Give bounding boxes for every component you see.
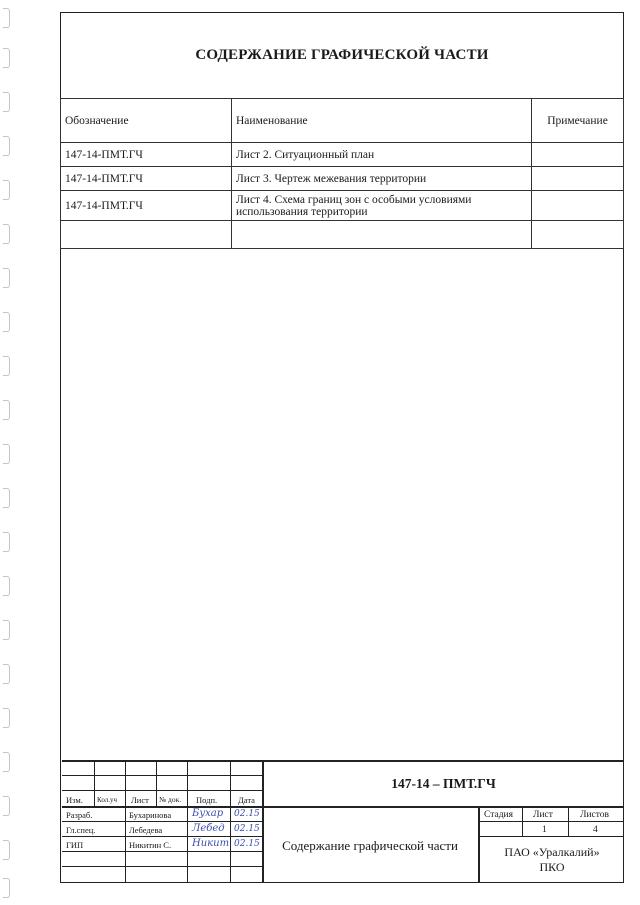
binding-hole: [3, 488, 10, 508]
binding-hole: [3, 796, 10, 816]
stamp-header-date: Дата: [238, 795, 255, 805]
binding-hole: [3, 356, 10, 376]
binding-hole: [3, 48, 10, 68]
stamp-person-name: Никитин С.: [129, 840, 172, 850]
binding-hole: [3, 576, 10, 596]
binding-hole: [3, 620, 10, 640]
binding-hole: [3, 400, 10, 420]
binding-hole: [3, 92, 10, 112]
sheets-value: 4: [593, 825, 598, 835]
binding-hole: [3, 444, 10, 464]
stamp-date: 02.15: [234, 809, 260, 819]
cell-note: [532, 167, 624, 191]
stamp-person-name: Лебедева: [129, 825, 163, 835]
cell-note: [532, 143, 624, 167]
cell-name: Лист 2. Ситуационный план: [232, 143, 532, 167]
header-note: Примечание: [532, 99, 624, 143]
binding-hole: [3, 878, 10, 898]
sheet-label: Лист: [533, 810, 553, 820]
stamp-role: Разраб.: [66, 810, 93, 820]
page-title: СОДЕРЖАНИЕ ГРАФИЧЕСКОЙ ЧАСТИ: [195, 46, 489, 63]
binding-hole: [3, 268, 10, 288]
document-name: Содержание графической части: [282, 837, 458, 853]
table-row: [61, 221, 624, 249]
cell-name: Лист 3. Чертеж межевания территории: [232, 167, 532, 191]
stamp-date: 02.15: [234, 824, 260, 834]
binding-hole: [3, 8, 10, 28]
cell-designation: 147-14-ПМТ.ГЧ: [61, 191, 232, 221]
stamp-header-sign: Подп.: [196, 795, 218, 805]
header-name: Наименование: [232, 99, 532, 143]
cell-note: [532, 221, 624, 249]
stamp-person-name: Бухаринова: [129, 810, 172, 820]
cell-name: Лист 4. Схема границ зон с особыми условиями использования территории: [232, 191, 532, 221]
cell-name: [232, 221, 532, 249]
organization: ПАО «Уралкалий» ПКО: [504, 845, 600, 874]
contents-table: [60, 98, 624, 249]
signature: Бухар: [192, 808, 224, 819]
document-code: 147-14 – ПМТ.ГЧ: [391, 775, 496, 791]
stamp-date: 02.15: [234, 839, 260, 849]
cell-designation: [61, 221, 232, 249]
binding-hole: [3, 532, 10, 552]
binding-hole: [3, 312, 10, 332]
table-row: [61, 167, 624, 191]
signature: Лебед: [192, 823, 225, 834]
cell-note: [532, 191, 624, 221]
stamp-header-rev: Изм.: [66, 795, 83, 805]
binding-hole: [3, 752, 10, 772]
sheet-value: 1: [542, 825, 547, 835]
table-row: [61, 191, 624, 221]
sheets-label: Листов: [580, 810, 610, 820]
table-header-row: [61, 99, 624, 143]
table-row: [61, 143, 624, 167]
cell-designation: 147-14-ПМТ.ГЧ: [61, 167, 232, 191]
binding-hole: [3, 224, 10, 244]
binding-hole: [3, 136, 10, 156]
binding-hole: [3, 840, 10, 860]
signature: Никит: [192, 838, 230, 849]
stamp-header-doc: № док.: [159, 795, 182, 804]
stamp-header-sheet: Лист: [131, 795, 149, 805]
header-designation: Обозначение: [61, 99, 232, 143]
cell-designation: 147-14-ПМТ.ГЧ: [61, 143, 232, 167]
stamp-role: Гл.спец.: [66, 825, 96, 835]
stage-label: Стадия: [484, 810, 513, 820]
binding-hole: [3, 664, 10, 684]
stamp-header-count: Кол.уч: [97, 796, 117, 804]
stamp-role: ГИП: [66, 840, 84, 850]
binding-hole: [3, 180, 10, 200]
binding-hole: [3, 708, 10, 728]
